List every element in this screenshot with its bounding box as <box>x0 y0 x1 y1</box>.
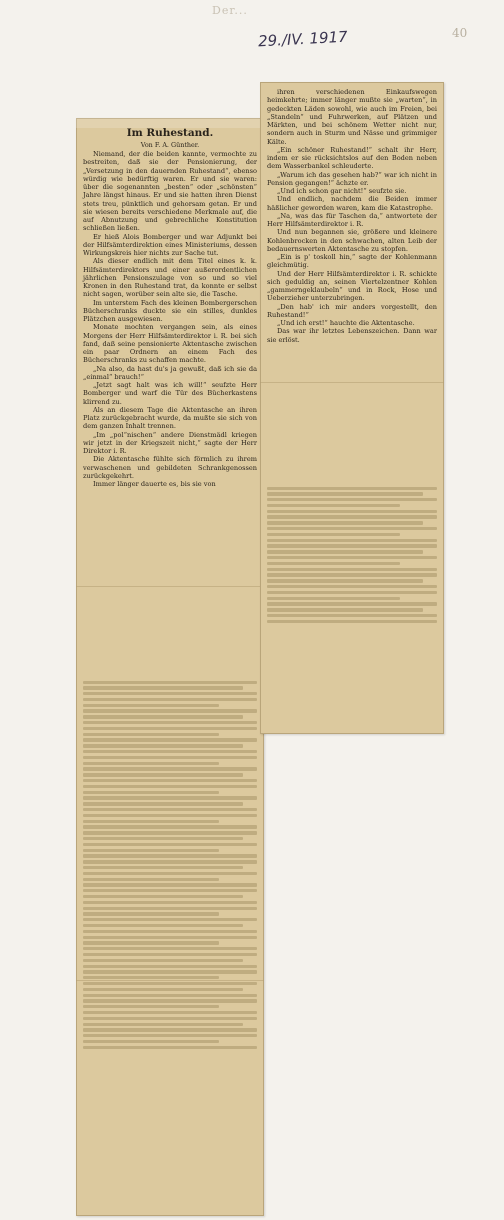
paragraph: ihren verschiedenen Einkaufswegen heimkehrte; immer länger mußte sie „warten“, in gedeckten Läden sowohl, wie auch im Freien, bei „Standeln“ und Fuhrwerken, auf Plätzen und Märkten, und bei schönem Wetter nicht nur, sondern auch in Sturm und Nässe und grimmiger Kälte. <box>267 88 437 146</box>
clipping-right-column <box>260 82 444 734</box>
handwritten-date: 29./IV. 1917 <box>257 27 349 51</box>
paragraph: Und endlich, nachdem die Beiden immer häßlicher geworden waren, kam die Katastrophe. <box>267 195 437 212</box>
paragraph: Immer länger dauerte es, bis sie von <box>93 480 216 488</box>
paragraph: „Na, was das für Taschen da,“ antwortete der Herr Hilfsämterdirektor i. R. <box>267 211 437 228</box>
article-title: Im Ruhestand. <box>126 127 214 139</box>
paragraph: Er hieß Alois Bomberger und war Adjunkt bei der Hilfsämterdirektion eines Ministeriums, dessen Wirkungskreis hier nichts zur Sache tut. <box>83 232 257 257</box>
paragraph: Als dieser endlich mit dem Titel eines k. k. Hilfsämterdirektors und einer außerordentlichen jährlichen Pensionszulage von so und so viel Kronen in den Ruhestand trat, da konnte er selbst nicht sagen, worüber sein alte sie, die Tasche. <box>83 257 257 299</box>
left-column-text <box>83 124 257 488</box>
article-author: Von F. A. Günther. <box>140 141 200 149</box>
corner-pencil-mark: 40 <box>452 26 468 40</box>
paragraph: „Warum ich das gesehen hab?“ war ich nicht in Pension gegangen!“ ächzte er. <box>267 170 437 187</box>
unreadable-text-block <box>267 484 437 626</box>
paragraph: „Und ich schon gar nicht!“ seufzte sie. <box>277 187 407 195</box>
paragraph: Und der Herr Hilfsämterdirektor i. R. schickte sich geduldig an, seinen Viertelzentner Kohlen „gammerngeklaubeln“ und in Rock, Hose und Ueberzieher unterzubringen. <box>267 269 437 303</box>
paragraph: Niemand, der die beiden kannte, vermochte zu bestreiten, daß sie der Pensionierung, der „Versetzung in den dauernden Ruhestand“, ebenso würdig wie bedürftig waren. Er und sie waren: über die sogenannten „besten“ oder „schönsten“ Jahre längst hinaus. Er und sie hatten ihren Dienst stets treu, pünktlich und gehorsam getan. Er und sie wiesen bereits verschiedene Merkmale auf, die auf Abnutzung und gebrechliche Konstitution schließen ließen. <box>83 150 257 233</box>
archive-stamp: Der... <box>212 4 248 17</box>
paragraph: Die Aktentasche fühlte sich förmlich zu ihrem verwaschenen und gebildeten Schrankgenossen zurückgekehrt. <box>83 455 257 480</box>
paragraph: „Na also, da hast du's ja gewußt, daß ich sie da „einmal“ brauch!“ <box>83 364 257 381</box>
fold-line <box>260 382 444 383</box>
paragraph: Das war ihr letztes Lebenszeichen. Dann war sie erlöst. <box>267 327 437 344</box>
paragraph: „Und ich erst!“ hauchte die Aktentasche. <box>277 319 415 327</box>
right-column-text <box>267 88 437 344</box>
paragraph: „Ein schöner Ruhestand!“ schalt ihr Herr, indem er sie rücksichtslos auf den Boden neben dem Wasserbankel schleuderte. <box>267 145 437 171</box>
paragraph: „Den hab' ich mir anders vorgestellt, den Ruhestand!“ <box>267 302 437 319</box>
paragraph: Und nun begannen sie, größere und kleinere Kohlenbrocken in den schwachen, alten Leib der bedauernswerten Aktentasche zu stopfen. <box>267 228 437 253</box>
clipping-left-column <box>76 118 264 1216</box>
fold-line <box>76 980 264 981</box>
paragraph: Monate mochten vergangen sein, als eines Morgens der Herr Hilfsämterdirektor i. R. bei sich fand, daß seine pensionierte Aktentasche zwischen ein paar Ordnern an einem Fach des Bücherschranks zu schaffen machte. <box>83 323 257 365</box>
paragraph: Im unterstem Fach des kleinen Bombergerschen Bücherschranks duckte sie ein stilles, dunkles Plätzchen ausgewiesen. <box>83 298 257 323</box>
unreadable-text-block <box>83 678 257 1052</box>
paragraph: „Im „pol“nischen“ andere Dienstmädl kriegen wir jetzt in der Kriegszeit nicht,“ sagte der Herr Direktor i. R. <box>83 430 257 455</box>
paragraph: „Ein is p' toskoll hin,“ sagte der Kohlenmann gleichmütig. <box>267 253 437 270</box>
fold-line <box>76 586 264 587</box>
paragraph: „Jetzt sagt halt was ich will!“ seufzte Herr Bomberger und warf die Tür des Bücherkastens klirrend zu. <box>83 381 257 406</box>
paragraph: Als an diesem Tage die Aktentasche an ihren Platz zurückgebracht wurde, da mußte sie sich von dem ganzen Inhalt trennen. <box>83 405 257 431</box>
